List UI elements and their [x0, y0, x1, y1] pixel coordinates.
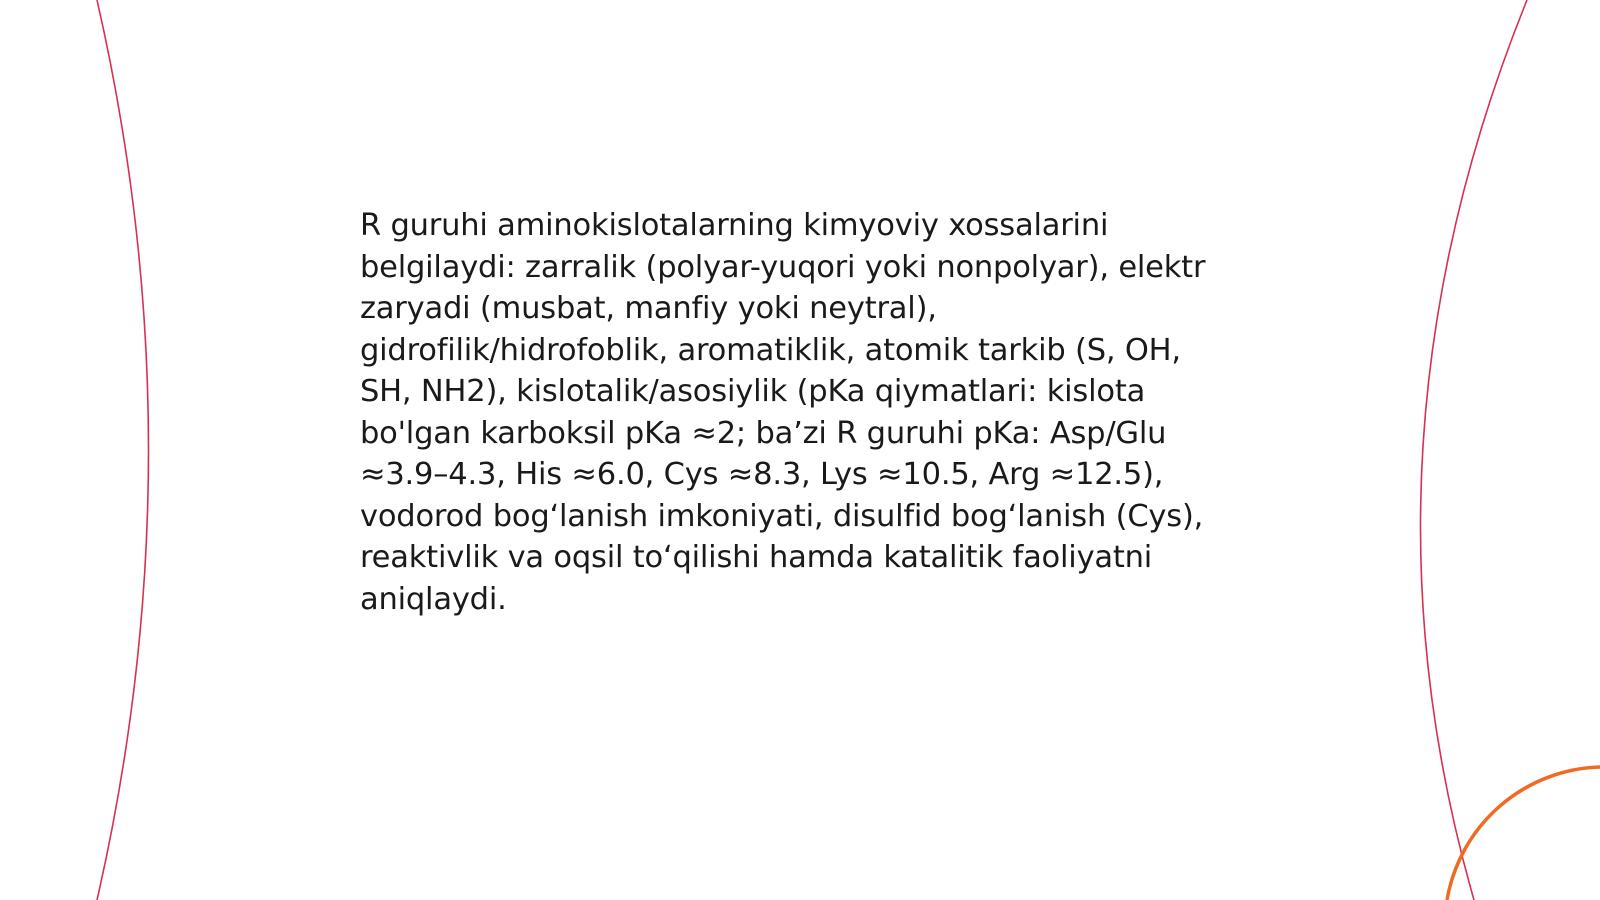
body-paragraph: R guruhi aminokislotalarning kimyoviy xossalarini belgilaydi: zarralik (polyar-yuqori yoki nonpolyar), elektr zaryadi (musbat, manfiy yoki neytral), gidrofilik/hidrofoblik, aromatiklik, atomik tarkib (S, OH, SH, NH2), kislotalik/asosiylik (pKa qiymatlari: kislota bo'lgan karboksil pKa ≈2; ba’zi R guruhi pKa: Asp/Glu ≈3.9–4.3, His ≈6.0, Cys ≈8.3, Lys ≈10.5, Arg ≈12.5), vodorod bog‘lanish imkoniyati, disulfid bog‘lanish (Cys), reaktivlik va oqsil to‘qilishi hamda katalitik faoliyatni aniqlaydi. [360, 208, 1206, 617]
right-red-arc [1420, 0, 1527, 900]
left-red-arc [97, 0, 149, 900]
orange-circle-arc [1447, 767, 1600, 900]
